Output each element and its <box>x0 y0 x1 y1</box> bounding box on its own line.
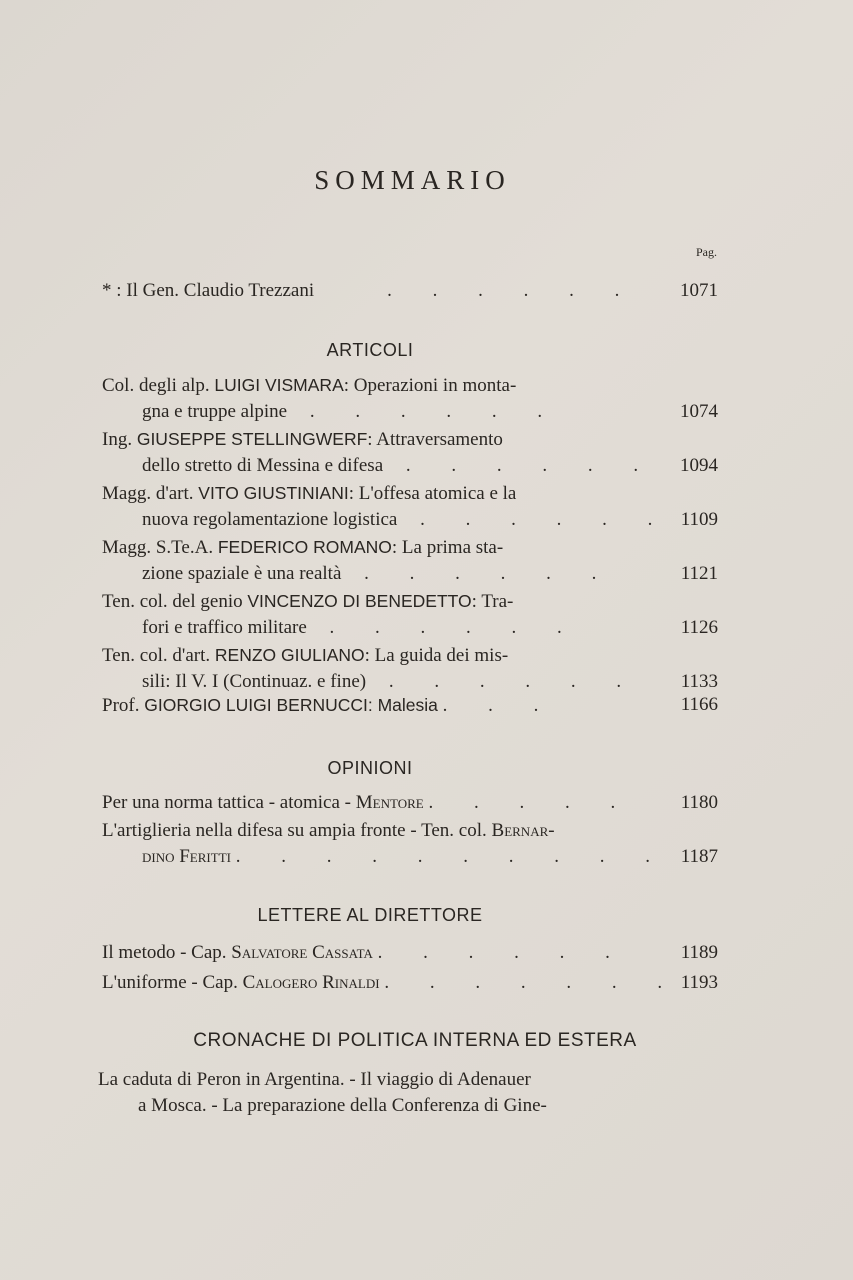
entry-rank: Prof. <box>102 695 145 716</box>
entry-author: Mentore <box>355 792 424 813</box>
entry-title: : L'offesa atomica e la <box>348 483 517 504</box>
leader-dots: . . . . . . <box>287 401 561 422</box>
entry-author: LUIGI VISMARA <box>214 375 344 395</box>
page-number: 1193 <box>680 972 718 993</box>
toc-entry-articolo[interactable] <box>102 642 718 695</box>
entry-title: : La prima sta- <box>391 537 504 558</box>
entry-title: L'uniforme - Cap. <box>102 972 243 993</box>
entry-title: Per una norma tattica - atomica - <box>102 792 356 813</box>
leader-dots: . . . . . . <box>306 617 580 638</box>
entry-prefix: * <box>102 280 112 301</box>
entry-author: GIUSEPPE STELLINGWERF <box>136 429 368 449</box>
entry-author: GIORGIO LUIGI BERNUCCI <box>144 695 368 715</box>
leader-dots: . . . . . . <box>377 942 628 963</box>
leader-dots: . . . . . . <box>366 671 640 692</box>
entry-author: VINCENZO DI BENEDETTO <box>247 591 472 611</box>
toc-entry-articolo[interactable] <box>102 534 718 587</box>
entry-rank: Ing. <box>102 429 137 450</box>
page-number: 1094 <box>680 455 718 476</box>
toc-entry-opinione-2[interactable] <box>102 818 718 870</box>
section-lettere: LETTERE AL DIRETTORE <box>257 905 483 925</box>
entry-title: : Tra- <box>471 591 514 612</box>
entry-author-cont: dino Feritti <box>142 846 231 867</box>
leader-dots: . . . . . . <box>383 455 657 476</box>
toc-entry-articolo[interactable] <box>102 588 718 641</box>
entry-title: : La guida dei mis- <box>364 645 509 666</box>
toc-entry-articolo[interactable] <box>102 480 718 533</box>
toc-entry-trezzani[interactable] <box>102 278 718 304</box>
entry-title-cont: fori e traffico militare <box>142 617 307 638</box>
leader-dots: . . . . . . <box>397 509 671 530</box>
page-number: 1109 <box>680 509 718 530</box>
entry-rank: Ten. col. d'art. <box>102 645 215 666</box>
section-articoli: ARTICOLI <box>326 340 414 360</box>
page-number: 1074 <box>680 401 718 422</box>
leader-dots: . . . . . . <box>318 280 638 301</box>
entry-author: Calogero Rinaldi <box>242 972 380 993</box>
entry-rank: Magg. d'art. <box>102 483 199 504</box>
entry-rank: Ten. col. del genio <box>102 591 248 612</box>
leader-dots: . . . . . . . . . . <box>235 846 668 867</box>
section-opinioni: OPINIONI <box>327 758 413 778</box>
entry-text: : Il Gen. Claudio Trezzani <box>116 280 315 301</box>
page-number: 1071 <box>680 280 718 301</box>
entry-author: FEDERICO ROMANO <box>217 537 392 557</box>
entry-title-cont: zione spaziale è una realtà <box>142 563 342 584</box>
entry-title-cont: dello stretto di Messina e difesa <box>142 455 384 476</box>
entry-author: Bernar- <box>491 820 555 841</box>
toc-entry-cronache[interactable] <box>98 1067 658 1119</box>
section-cronache: CRONACHE DI POLITICA INTERNA ED ESTERA <box>193 1030 637 1051</box>
entry-rank: Col. degli alp. <box>102 375 215 396</box>
entry-title-cont: gna e truppe alpine <box>142 401 288 422</box>
entry-author: RENZO GIULIANO <box>214 645 365 665</box>
entry-title: Il metodo - Cap. <box>102 942 232 963</box>
cronache-line-2: a Mosca. - La preparazione della Conferenza di Gine- <box>138 1095 547 1116</box>
page-title: SOMMARIO <box>314 165 511 195</box>
entry-author: Salvatore Cassata <box>231 942 373 963</box>
entry-title: : Attraversamento <box>367 429 503 450</box>
leader-dots: . . . . . <box>428 792 634 813</box>
toc-entry-bernucci[interactable] <box>102 692 718 719</box>
entry-title: : Operazioni in monta- <box>343 375 517 396</box>
pag-label: Pag. <box>696 245 717 259</box>
leader-dots: . . . <box>442 695 557 716</box>
page-number: 1187 <box>680 846 718 867</box>
entry-rank: Magg. S.Te.A. <box>102 537 218 558</box>
page-number: 1121 <box>680 563 718 584</box>
leader-dots: . . . . . . <box>341 563 615 584</box>
toc-entry-lettera-2[interactable] <box>102 970 718 996</box>
page-number: 1126 <box>680 617 718 638</box>
toc-entry-articolo[interactable] <box>102 372 718 425</box>
page-number: 1166 <box>680 694 718 715</box>
entry-author: VITO GIUSTINIANI <box>198 483 349 503</box>
entry-title-cont: nuova regolamentazione logistica <box>142 509 398 530</box>
entry-title: : Malesia <box>367 695 438 715</box>
page-number: 1180 <box>680 792 718 813</box>
entry-title: L'artiglieria nella difesa su ampia fronte - Ten. col. <box>102 820 492 841</box>
toc-entry-opinione-1[interactable] <box>102 790 718 816</box>
page-number: 1133 <box>680 671 718 692</box>
cronache-line-1: La caduta di Peron in Argentina. - Il viaggio di Adenauer <box>98 1069 531 1090</box>
entry-title-cont: sili: Il V. I (Continuaz. e fine) <box>142 671 367 692</box>
leader-dots: . . . . . . . <box>384 972 681 993</box>
page-number: 1189 <box>680 942 718 963</box>
toc-entry-articolo[interactable] <box>102 426 718 479</box>
toc-entry-lettera-1[interactable] <box>102 940 718 966</box>
